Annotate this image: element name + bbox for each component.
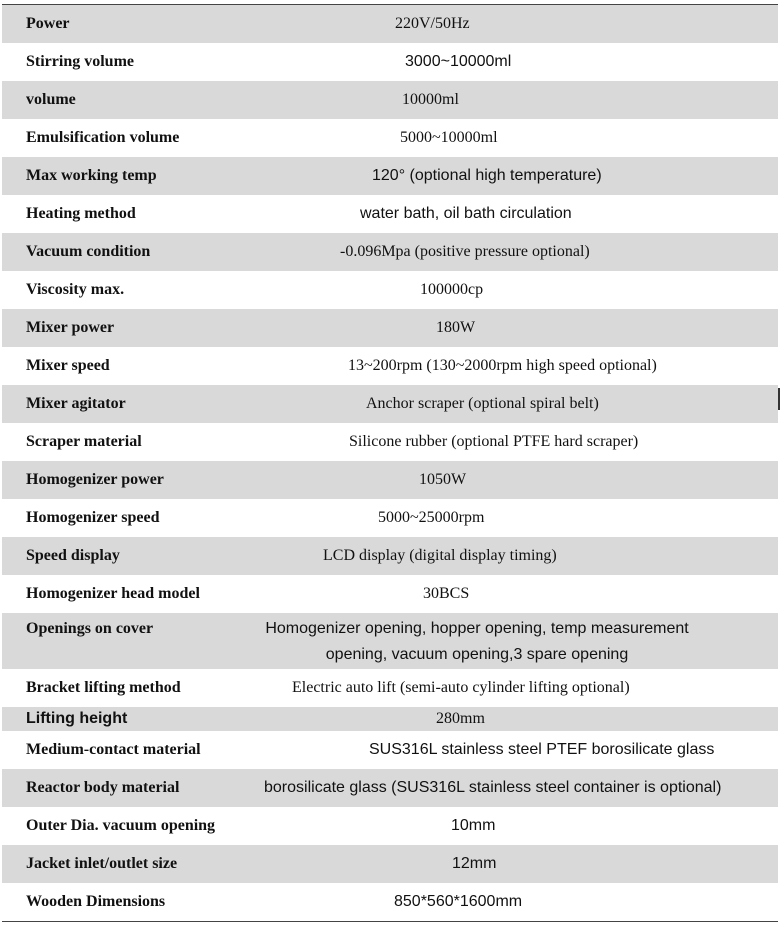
spec-label: Mixer agitator [26, 395, 126, 412]
edge-mark [778, 388, 780, 410]
spec-value: 120° (optional high temperature) [372, 167, 602, 184]
spec-row-homogenizer-head-model [2, 575, 778, 613]
spec-value [242, 615, 712, 669]
spec-value-line-1: Homogenizer opening, hopper opening, temp measurement [265, 620, 689, 637]
spec-label: Max working temp [26, 167, 157, 184]
spec-value: 10000ml [402, 91, 459, 108]
spec-value: 3000~10000ml [405, 53, 512, 70]
spec-row-stirring-volume [2, 43, 778, 81]
spec-value-line-2: opening, vacuum opening,3 spare opening [325, 646, 629, 663]
spec-value: 10mm [451, 817, 496, 834]
spec-row-scraper-material [2, 423, 778, 461]
spec-label: Reactor body material [26, 779, 180, 796]
spec-value: 12mm [452, 855, 497, 872]
spec-value: 5000~10000ml [400, 129, 498, 146]
spec-label: Openings on cover [26, 620, 154, 637]
spec-row-jacket-inlet-outlet-size [2, 845, 778, 883]
spec-label: Medium-contact material [26, 741, 201, 758]
spec-value: 30BCS [423, 585, 470, 602]
spec-value: Anchor scraper (optional spiral belt) [366, 395, 599, 412]
spec-value: SUS316L stainless steel PTEF borosilicate glass [369, 741, 715, 758]
spec-row-homogenizer-speed [2, 499, 778, 537]
spec-row-max-working-temp [2, 157, 778, 195]
spec-label: Bracket lifting method [26, 679, 181, 696]
spec-label: Speed display [26, 547, 120, 564]
spec-label: Vacuum condition [26, 243, 151, 260]
spec-row-power [2, 5, 778, 43]
spec-label: Scraper material [26, 433, 142, 450]
spec-row-speed-display [2, 537, 778, 575]
spec-row-reactor-body-material [2, 769, 778, 807]
spec-value: 850*560*1600mm [394, 893, 523, 910]
spec-value: water bath, oil bath circulation [360, 205, 572, 222]
spec-row-lifting-height [2, 707, 778, 731]
spec-row-heating-method [2, 195, 778, 233]
spec-row-outer-dia-vacuum-opening [2, 807, 778, 845]
spec-label: Viscosity max. [26, 281, 125, 298]
spec-row-volume [2, 81, 778, 119]
spec-label: Emulsification volume [26, 129, 180, 146]
spec-value: Silicone rubber (optional PTFE hard scraper) [349, 433, 639, 450]
spec-label: Lifting height [26, 710, 128, 727]
spec-label: Homogenizer speed [26, 509, 160, 526]
spec-table [2, 4, 778, 922]
spec-value: 280mm [436, 710, 485, 727]
spec-value: 1050W [419, 471, 467, 488]
spec-row-homogenizer-power [2, 461, 778, 499]
spec-value: 220V/50Hz [395, 15, 470, 32]
spec-value: borosilicate glass (SUS316L stainless steel container is optional) [264, 779, 722, 796]
spec-label: Homogenizer head model [26, 585, 200, 602]
spec-row-medium-contact-material [2, 731, 778, 769]
spec-value: 13~200rpm (130~2000rpm high speed optional) [348, 357, 657, 374]
spec-label: volume [26, 91, 76, 108]
spec-label: Mixer speed [26, 357, 110, 374]
spec-value: -0.096Mpa (positive pressure optional) [340, 243, 590, 260]
spec-row-bracket-lifting-method [2, 669, 778, 707]
spec-value: LCD display (digital display timing) [323, 547, 557, 564]
spec-label: Outer Dia. vacuum opening [26, 817, 216, 834]
spec-label: Jacket inlet/outlet size [26, 855, 178, 872]
spec-value: Electric auto lift (semi-auto cylinder lifting optional) [292, 679, 630, 696]
spec-row-emulsification-volume [2, 119, 778, 157]
spec-label: Heating method [26, 205, 136, 222]
spec-value: 180W [436, 319, 476, 336]
spec-row-openings-on-cover [2, 613, 778, 669]
spec-row-vacuum-condition [2, 233, 778, 271]
spec-row-mixer-agitator [2, 385, 778, 423]
spec-row-mixer-speed [2, 347, 778, 385]
spec-row-wooden-dimensions [2, 883, 778, 921]
spec-label: Homogenizer power [26, 471, 164, 488]
spec-row-mixer-power [2, 309, 778, 347]
spec-label: Wooden Dimensions [26, 893, 166, 910]
spec-row-viscosity-max [2, 271, 778, 309]
spec-label: Power [26, 15, 70, 32]
spec-value: 5000~25000rpm [378, 509, 485, 526]
spec-label: Mixer power [26, 319, 115, 336]
spec-value: 100000cp [420, 281, 484, 298]
spec-label: Stirring volume [26, 53, 134, 70]
